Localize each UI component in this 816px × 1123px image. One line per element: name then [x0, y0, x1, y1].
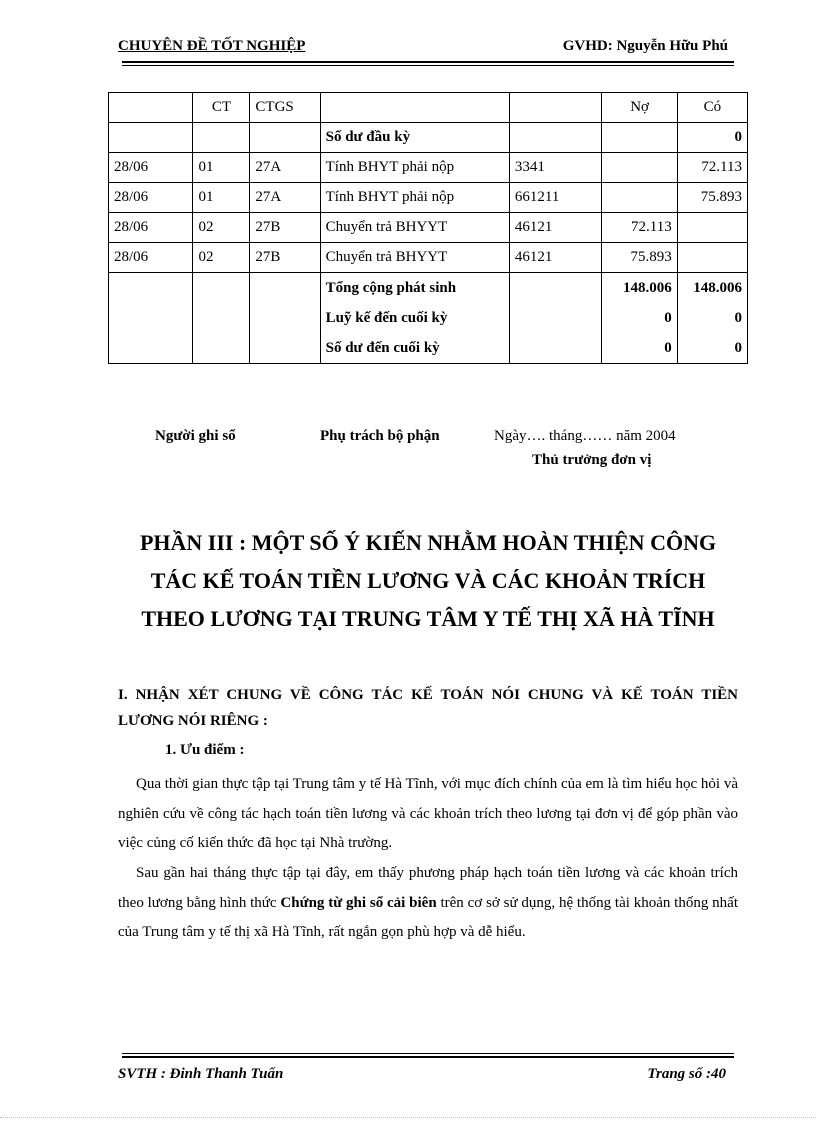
- cell-account: 3341: [509, 153, 602, 183]
- header-cell: [320, 93, 509, 123]
- header-cell: [109, 93, 193, 123]
- total-credit-closing: 0: [734, 340, 742, 356]
- total-credit-arising: 148.006: [693, 280, 742, 296]
- table-row: [109, 183, 748, 213]
- cell-credit: [677, 213, 747, 243]
- cell-date: 28/06: [109, 243, 193, 273]
- table-row: [109, 243, 748, 273]
- header-rule-thin: [122, 65, 734, 66]
- totals-debit: [602, 273, 677, 364]
- cell-ct: 02: [193, 213, 250, 243]
- part-title-line: PHẦN III : MỘT SỐ Ý KIẾN NHẰM HOÀN THIỆN CÔNG: [139, 530, 717, 555]
- footer-student: SVTH : Đinh Thanh Tuấn: [118, 1066, 284, 1082]
- header-topic: CHUYÊN ĐỀ TỐT NGHIỆP: [118, 38, 306, 54]
- cell-account: 46121: [509, 243, 602, 273]
- paragraph: [118, 770, 738, 859]
- cell-credit: 72.113: [677, 153, 747, 183]
- header-cell-ct: CT: [193, 93, 250, 123]
- subheading: 1. Ưu điểm :: [165, 742, 245, 758]
- total-debit-cumulative: 0: [664, 310, 672, 326]
- header-cell-no: Nợ: [602, 93, 677, 123]
- paragraph: [118, 859, 738, 948]
- cell-ctgs: 27B: [250, 243, 320, 273]
- cell-debit: 75.893: [602, 243, 677, 273]
- page-edge: [0, 1117, 816, 1118]
- paragraph-text: Sau gần hai tháng thực tập tại đây, em thấy phương pháp hạch toán tiền lương và các khoản trích theo lương bằng hình thức: [118, 865, 738, 911]
- part-title-line: TÁC KẾ TOÁN TIỀN LƯƠNG VÀ CÁC KHOẢN TRÍCH: [150, 568, 706, 593]
- cell-credit: 75.893: [677, 183, 747, 213]
- part-title-line: THEO LƯƠNG TẠI TRUNG TÂM Y TẾ THỊ XÃ HÀ TĨNH: [141, 606, 715, 631]
- total-debit-closing: 0: [664, 340, 672, 356]
- cell-ct: 01: [193, 153, 250, 183]
- cell-description: Chuyển trả BHYYT: [320, 213, 509, 243]
- cell-account: 46121: [509, 213, 602, 243]
- table-row: [109, 213, 748, 243]
- paragraph-emphasis: Chứng từ ghi sổ cải biên: [280, 894, 437, 911]
- header-rule: [122, 61, 734, 63]
- cell-debit: [602, 183, 677, 213]
- cell-description: Tính BHYT phải nộp: [320, 183, 509, 213]
- total-label-cumulative: Luỹ kế đến cuối kỳ: [325, 310, 448, 326]
- total-label-closing: Số dư đến cuối kỳ: [325, 340, 440, 356]
- opening-balance-row: [109, 123, 748, 153]
- section-heading: I. NHẬN XÉT CHUNG VỀ CÔNG TÁC KẾ TOÁN NÓI CHUNG VÀ KẾ TOÁN TIỀN LƯƠNG NÓI RIÊNG :: [118, 687, 738, 729]
- part-title: [95, 524, 761, 638]
- footer-rule: [122, 1056, 734, 1058]
- cell-date: 28/06: [109, 153, 193, 183]
- signature-date-line: Ngày…. tháng…… năm 2004: [494, 428, 676, 444]
- cell-date: 28/06: [109, 183, 193, 213]
- cell-credit: [677, 243, 747, 273]
- signature-dept-head: Phụ trách bộ phận: [320, 428, 440, 444]
- totals-labels: [320, 273, 509, 364]
- table-header-row: [109, 93, 748, 123]
- cell-ctgs: 27A: [250, 153, 320, 183]
- cell-debit: 72.113: [602, 213, 677, 243]
- totals-credit: [677, 273, 747, 364]
- cell-description: Tính BHYT phải nộp: [320, 153, 509, 183]
- paragraph-text: Qua thời gian thực tập tại Trung tâm y tế Hà Tĩnh, với mục đích chính của em là tìm hiểu học hỏi và nghiên cứu về công tác hạch toán tiền lương và các khoản trích theo lương tại đơn vị để góp phần vào việc củng cố kiến thức đã học tại Nhà trường.: [118, 776, 738, 851]
- footer-page-number: Trang số :40: [647, 1066, 726, 1082]
- cell-ct: 02: [193, 243, 250, 273]
- ledger-table: [108, 92, 748, 364]
- header-cell: [509, 93, 602, 123]
- cell-description: Chuyển trả BHYYT: [320, 243, 509, 273]
- cell-ct: 01: [193, 183, 250, 213]
- cell-date: 28/06: [109, 213, 193, 243]
- total-label-arising: Tổng cộng phát sinh: [325, 280, 457, 296]
- table-row: [109, 153, 748, 183]
- header-advisor: GVHD: Nguyễn Hữu Phú: [562, 38, 728, 54]
- opening-balance-value: 0: [677, 123, 747, 153]
- signature-unit-head: Thủ trưởng đơn vị: [532, 452, 652, 468]
- cell-debit: [602, 153, 677, 183]
- footer-rule-thin: [122, 1053, 734, 1054]
- header-cell-ctgs: CTGS: [250, 93, 320, 123]
- totals-row: [109, 273, 748, 364]
- signature-recorder: Người ghi sổ: [155, 428, 236, 444]
- paragraph-text: trên cơ sở sử dụng, hệ thống tài khoản thống nhất của Trung tâm y tế thị xã Hà Tĩnh, rất ngắn gọn phù hợp và dễ hiểu.: [118, 894, 738, 940]
- total-debit-arising: 148.006: [623, 280, 672, 296]
- opening-balance-label: Số dư đầu kỳ: [320, 123, 509, 153]
- total-credit-cumulative: 0: [734, 310, 742, 326]
- cell-ctgs: 27B: [250, 213, 320, 243]
- header-cell-co: Có: [677, 93, 747, 123]
- cell-account: 661211: [509, 183, 602, 213]
- cell-ctgs: 27A: [250, 183, 320, 213]
